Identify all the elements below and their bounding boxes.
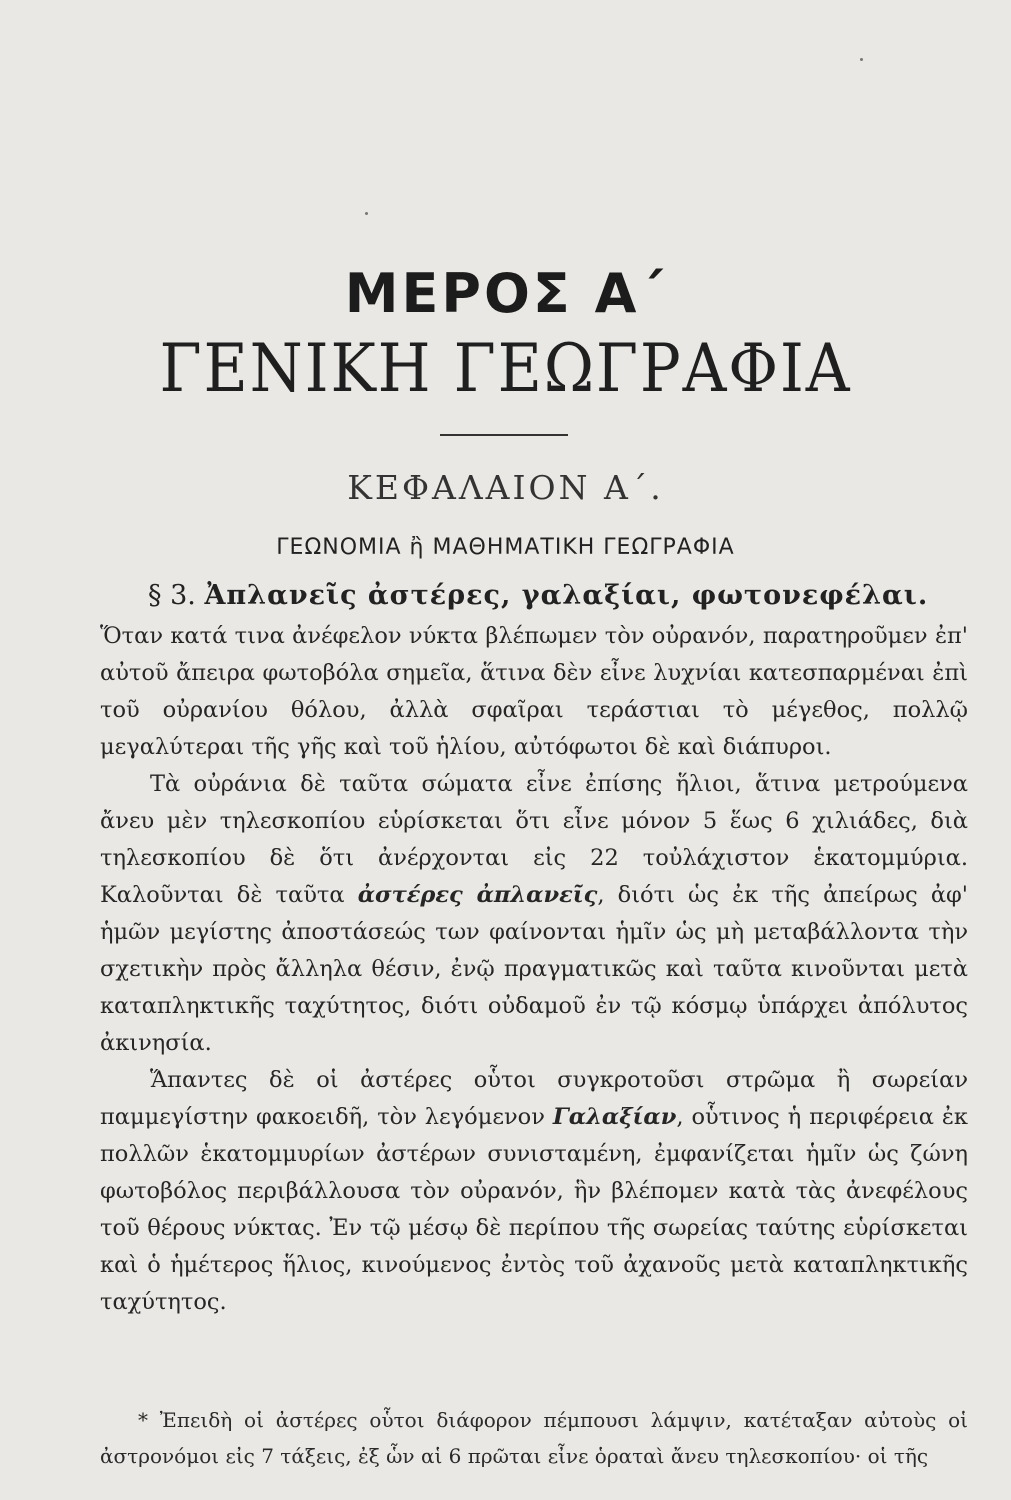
body-text [100, 618, 968, 1321]
footnote [100, 1402, 968, 1474]
divider-rule [440, 434, 568, 436]
part-heading: ΜΕΡΟΣ Α΄ [344, 262, 667, 325]
section-number: § 3. [148, 580, 196, 611]
paper-speck [365, 212, 368, 215]
section-heading [148, 580, 968, 611]
paragraph-3-text-a: Ἅπαντες δὲ οἱ ἀστέρες οὗτοι συγκροτοῦσι στρῶμα ἢ σωρείαν παμμεγίστην φακοειδῆ, τὸν λεγόμενον [100, 1067, 968, 1130]
paragraph-1: Ὅταν κατά τινα ἀνέφελον νύκτα βλέπωμεν τὸν οὐρανόν, παρατηροῦμεν ἐπ' αὐτοῦ ἄπειρα φωτοβόλα σημεῖα, ἅτινα δὲν εἶνε λυχνίαι κατεσπαρμέναι ἐπὶ τοῦ οὐρανίου θόλου, ἀλλὰ σφαῖραι τεράστιαι τὸ μέγεθος, πολλῷ μεγαλύτεραι τῆς γῆς καὶ τοῦ ἡλίου, αὐτόφωτοι δὲ καὶ διάπυροι. [100, 623, 968, 760]
paragraph-3-text-b: , οὗτινος ἡ περιφέρεια ἐκ πολλῶν ἑκατομμυρίων ἀστέρων συνισταμένη, ἐμφανίζεται ἡμῖν ὡς ζώνη φωτοβόλος περιβάλλουσα τὸν οὐρανόν, ἣν βλέπομεν κατὰ τὰς ἀνεφέλους τοῦ θέρους νύκτας. Ἐν τῷ μέσῳ δὲ περίπου τῆς σωρείας ταύτης εὑρίσκεται καὶ ὁ ἡμέτερος ἥλιος, κινούμενος ἐντὸς τοῦ ἀχανοῦς μετὰ καταπληκτικῆς ταχύτητος. [100, 1104, 968, 1315]
section-title: Ἀπλανεῖς ἀστέρες, γαλαξίαι, φωτονεφέλαι. [204, 580, 929, 611]
paragraph-3 [100, 1062, 968, 1321]
chapter-heading: ΚΕΦΑΛΑΙΟΝ Α΄. [347, 468, 664, 507]
term-galaxy: Γαλαξίαν [552, 1104, 677, 1130]
footnote-text: * Ἐπειδὴ οἱ ἀστέρες οὗτοι διάφορον πέμπουσι λάμψιν, κατέταξαν αὐτοὺς οἱ ἀστρονόμοι εἰς 7 τάξεις, ἐξ ὧν αἱ 6 πρῶται εἶνε ὁραταὶ ἄνευ τηλεσκοπίου· οἱ τῆς [100, 1408, 968, 1468]
chapter-subject: ΓΕΩΝΟΜΙΑ ἢ ΜΑΘΗΜΑΤΙΚΗ ΓΕΩΓΡΑΦΙΑ [276, 535, 735, 560]
part-title: ΓΕΝΙΚΗ ΓΕΩΓΡΑΦΙΑ [159, 330, 852, 407]
paragraph-2 [100, 766, 968, 1062]
term-fixed-stars: ἀστέρες ἀπλανεῖς [357, 882, 598, 908]
paper-speck [860, 58, 863, 61]
paragraph-2-text-b: , διότι ὡς ἐκ τῆς ἀπείρως ἀφ' ἡμῶν μεγίστης ἀποστάσεώς των φαίνονται ἡμῖν ὡς μὴ μεταβάλλοντα τὴν σχετικὴν πρὸς ἄλληλα θέσιν, ἐνῷ πραγματικῶς καὶ ταῦτα κινοῦνται μετὰ καταπληκτικῆς ταχύτητος, διότι οὐδαμοῦ ἐν τῷ κόσμῳ ὑπάρχει ἀπόλυτος ἀκινησία. [100, 882, 968, 1056]
paragraph-2-text-a: Τὰ οὐράνια δὲ ταῦτα σώματα εἶνε ἐπίσης ἥλιοι, ἅτινα μετρούμενα ἄνευ μὲν τηλεσκοπίου εὑρίσκεται ὅτι εἶνε μόνον 5 ἕως 6 χιλιάδες, διὰ τηλεσκοπίου δὲ ὅτι ἀνέρχονται εἰς 22 τοὐλάχιστον ἑκατομμύρια. Καλοῦνται δὲ ταῦτα [100, 771, 968, 908]
